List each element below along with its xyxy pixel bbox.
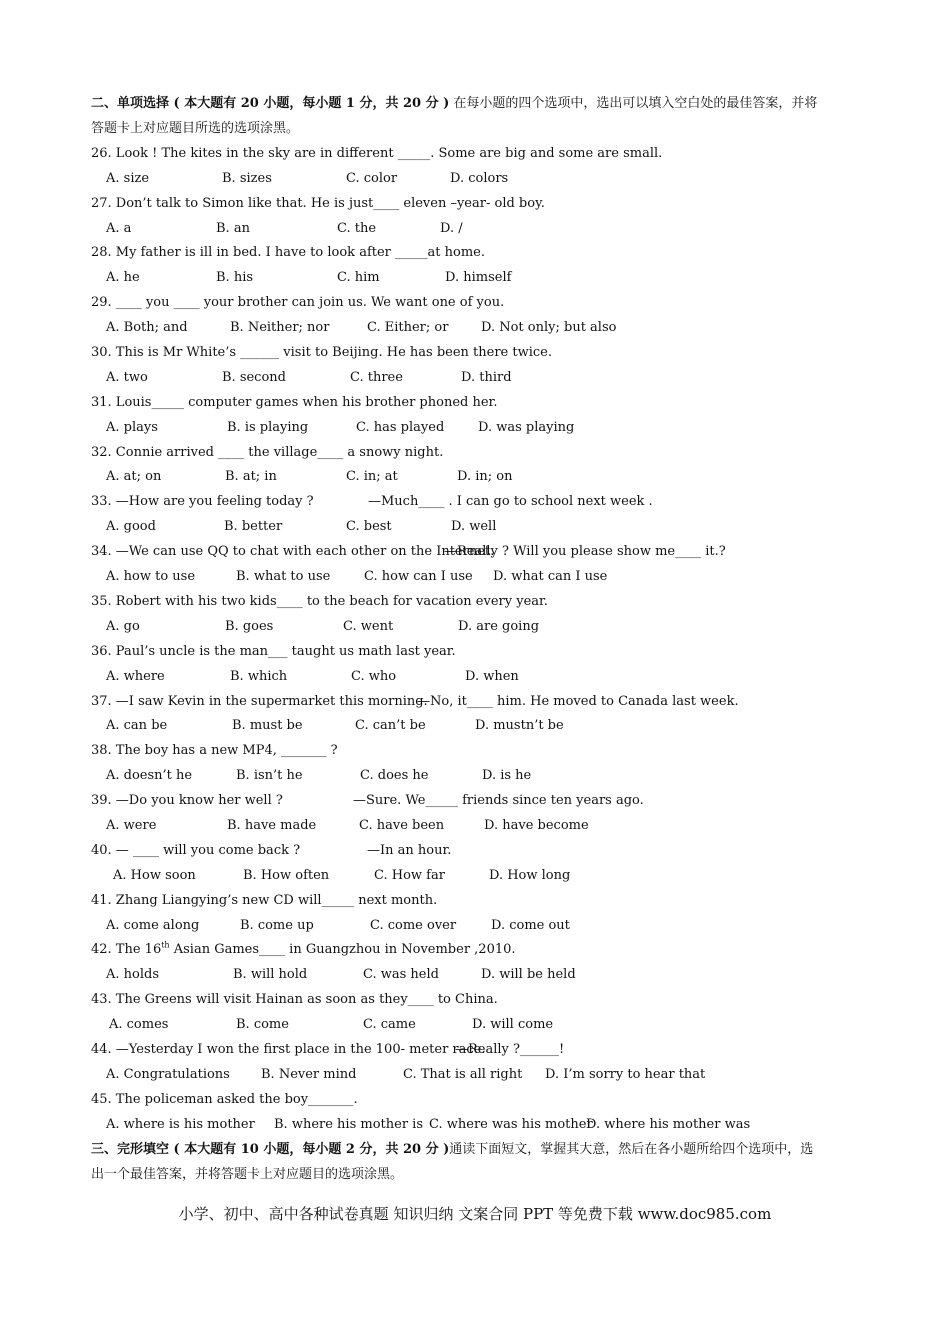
- option-d: D. will be held: [481, 967, 576, 982]
- option-d: D. will come: [472, 1017, 554, 1032]
- question-stem: 27. Don’t talk to Simon like that. He is just____ eleven –year- old boy.: [91, 196, 545, 211]
- option-b: B. have made: [227, 818, 317, 833]
- option-d: D. colors: [450, 171, 509, 186]
- question-reply: —Sure. We_____ friends since ten years ago.: [353, 793, 644, 808]
- option-d: D. where his mother was: [586, 1117, 751, 1132]
- option-c: C. best: [346, 519, 392, 534]
- option-a: A. can be: [106, 718, 168, 733]
- question-stem: 30. This is Mr White’s ______ visit to Beijing. He has been there twice.: [91, 345, 552, 360]
- option-a: A. were: [106, 818, 157, 833]
- option-d: D. when: [465, 669, 519, 684]
- question-stem: 32. Connie arrived ____ the village____ a snowy night.: [91, 445, 444, 460]
- option-d: D. is he: [482, 768, 532, 783]
- option-d: D. in; on: [457, 469, 513, 484]
- option-a: A. where is his mother: [106, 1117, 255, 1132]
- section2-heading-rest: 在每小题的四个选项中，选出可以填入空白处的最佳答案，并将: [449, 96, 818, 111]
- question-stem: 29. ____ you ____ your brother can join us. We want one of you.: [91, 295, 505, 310]
- question-stem: 41. Zhang Liangying’s new CD will_____ next month.: [91, 893, 438, 908]
- question-stem: 37. —I saw Kevin in the supermarket this morning.: [91, 694, 428, 709]
- question-stem: 43. The Greens will visit Hainan as soon as they____ to China.: [91, 992, 498, 1007]
- option-c: C. has played: [356, 420, 445, 435]
- option-c: C. How far: [374, 868, 445, 883]
- option-b: B. better: [224, 519, 283, 534]
- option-d: D. How long: [489, 868, 571, 883]
- question-stem: 39. —Do you know her well ?: [91, 793, 283, 808]
- ordinal-suffix: th: [161, 940, 170, 950]
- option-c: C. the: [337, 221, 377, 236]
- option-c: C. went: [343, 619, 394, 634]
- option-d: D. are going: [458, 619, 540, 634]
- option-b: B. is playing: [227, 420, 309, 435]
- option-a: A. two: [106, 370, 148, 385]
- question-reply: —No, it____ him. He moved to Canada last week.: [417, 694, 739, 709]
- option-c: C. how can I use: [364, 569, 473, 584]
- option-b: B. sizes: [222, 171, 272, 186]
- option-b: B. his: [216, 270, 254, 285]
- question-stem: 28. My father is ill in bed. I have to look after _____at home.: [91, 245, 485, 260]
- option-a: A. where: [106, 669, 165, 684]
- option-d: D. third: [461, 370, 512, 385]
- section2-heading-bold: 二、单项选择 ( 本大题有 20 小题，每小题 1 分，共 20 分 ): [91, 96, 450, 111]
- option-b: B. come up: [240, 918, 314, 933]
- question-stem: 31. Louis_____ computer games when his brother phoned her.: [91, 395, 498, 410]
- option-d: D. himself: [445, 270, 512, 285]
- option-b: B. an: [216, 221, 250, 236]
- option-b: B. isn’t he: [236, 768, 303, 783]
- option-b: B. How often: [243, 868, 330, 883]
- option-d: D. well: [451, 519, 497, 534]
- option-c: C. come over: [370, 918, 457, 933]
- option-a: A. size: [106, 171, 150, 186]
- question-reply: —In an hour.: [367, 843, 452, 858]
- option-d: D. I’m sorry to hear that: [545, 1067, 706, 1082]
- option-d: D. was playing: [478, 420, 575, 435]
- option-a: A. Both; and: [106, 320, 188, 335]
- option-d: D. mustn’t be: [475, 718, 564, 733]
- option-a: A. go: [106, 619, 140, 634]
- question-stem: 38. The boy has a new MP4, _______ ?: [91, 743, 338, 758]
- option-d: D. what can I use: [493, 569, 608, 584]
- option-d: D. come out: [491, 918, 570, 933]
- option-b: B. Neither; nor: [230, 320, 330, 335]
- option-b: B. come: [236, 1017, 289, 1032]
- option-b: B. will hold: [233, 967, 308, 982]
- section2-heading-line2: 答题卡上对应题目所选的选项涂黑。: [91, 121, 300, 136]
- option-a: A. at; on: [106, 469, 162, 484]
- option-c: C. have been: [359, 818, 445, 833]
- section2-heading: [91, 96, 817, 112]
- option-a: A. Congratulations: [106, 1067, 230, 1082]
- option-b: B. which: [230, 669, 288, 684]
- option-a: A. he: [106, 270, 140, 285]
- question-stem: 45. The policeman asked the boy_______.: [91, 1092, 358, 1107]
- option-c: C. three: [350, 370, 403, 385]
- section3-heading: [91, 1142, 813, 1158]
- option-c: C. who: [351, 669, 397, 684]
- option-a: A. doesn’t he: [106, 768, 193, 783]
- option-c: C. color: [346, 171, 398, 186]
- question-reply: —Much____ . I can go to school next week .: [368, 494, 653, 509]
- option-c: C. where was his mother: [429, 1117, 593, 1132]
- option-c: C. him: [337, 270, 380, 285]
- section3-heading-line2: 出一个最佳答案，并将答题卡上对应题目的选项涂黑。: [91, 1167, 404, 1182]
- option-b: B. second: [222, 370, 286, 385]
- section3-heading-bold: 三、完形填空 ( 本大题有 10 小题，每小题 2 分，共 20 分 ): [91, 1142, 450, 1157]
- option-c: C. does he: [360, 768, 429, 783]
- option-b: B. must be: [232, 718, 303, 733]
- option-d: D. have become: [484, 818, 589, 833]
- option-b: B. goes: [225, 619, 274, 634]
- option-b: B. where his mother is: [274, 1117, 424, 1132]
- option-a: A. how to use: [106, 569, 196, 584]
- question-stem: 36. Paul’s uncle is the man___ taught us math last year.: [91, 644, 456, 659]
- question-stem-text: Asian Games____ in Guangzhou in November ,2010.: [169, 942, 516, 957]
- page-footer: 小学、初中、高中各种试卷真题 知识归纳 文案合同 PPT 等免费下载 www.doc985.com: [178, 1205, 772, 1223]
- option-b: B. Never mind: [261, 1067, 357, 1082]
- question-stem: 26. Look ! The kites in the sky are in different _____. Some are big and some are small.: [91, 146, 663, 161]
- section3-heading-rest: 通读下面短文，掌握其大意，然后在各小题所给四个选项中，选: [449, 1142, 814, 1157]
- option-b: B. at; in: [225, 469, 277, 484]
- question-reply: —Really ? Will you please show me____ it.?: [444, 544, 726, 559]
- option-a: A. How soon: [113, 868, 196, 883]
- option-d: D. /: [440, 221, 463, 236]
- option-c: C. in; at: [346, 469, 398, 484]
- option-a: A. good: [106, 519, 156, 534]
- option-c: C. came: [363, 1017, 416, 1032]
- option-a: A. comes: [109, 1017, 169, 1032]
- question-stem: 40. — ____ will you come back ?: [91, 843, 301, 858]
- option-c: C. Either; or: [367, 320, 449, 335]
- question-reply: —Really ?______!: [455, 1042, 565, 1057]
- option-b: B. what to use: [236, 569, 331, 584]
- option-a: A. come along: [106, 918, 200, 933]
- option-c: C. was held: [363, 967, 439, 982]
- question-stem-number: 42. The 16: [91, 942, 162, 957]
- option-c: C. can’t be: [355, 718, 426, 733]
- question-stem: [91, 942, 516, 958]
- option-d: D. Not only; but also: [481, 320, 617, 335]
- option-a: A. plays: [106, 420, 158, 435]
- question-stem: 34. —We can use QQ to chat with each other on the Internet.: [91, 544, 495, 559]
- option-c: C. That is all right: [403, 1067, 523, 1082]
- option-a: A. a: [106, 221, 132, 236]
- question-stem: 33. —How are you feeling today ?: [91, 494, 314, 509]
- question-stem: 35. Robert with his two kids____ to the beach for vacation every year.: [91, 594, 548, 609]
- question-stem: 44. —Yesterday I won the first place in the 100- meter race.: [91, 1042, 486, 1057]
- option-a: A. holds: [106, 967, 160, 982]
